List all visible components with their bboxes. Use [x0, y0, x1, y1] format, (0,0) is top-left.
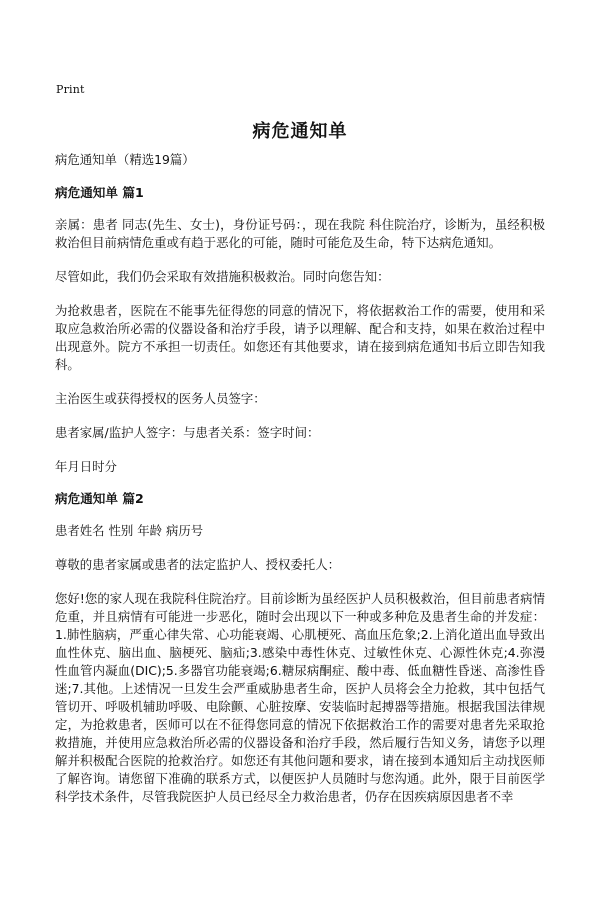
paragraph: 患者姓名 性别 年龄 病历号	[55, 523, 204, 538]
print-label[interactable]: Print	[56, 83, 85, 96]
paragraph: 亲属：患者 同志(先生、女士)，身份证号码：，现在我院 科住院治疗，诊断为，虽经积极救治但目前病情危重或有趋于恶化的可能，随时可能危及生命，特下达病危通知。	[55, 217, 545, 250]
paragraph: 患者家属/监护人签字：与患者关系：签字时间：	[55, 425, 320, 440]
paragraph: 尊敬的患者家属或患者的法定监护人、授权委托人：	[55, 557, 340, 572]
paragraph: 为抢救患者，医院在不能事先征得您的同意的情况下，将依据救治工作的需要，使用和采取应急救治所必需的仪器设备和治疗手段，请予以理解、配合和支持，如果在救治过程中出现意外。院方不承担一切责任。如您还有其他要求，请在接到病危通知书后立即告知我科。	[55, 303, 545, 372]
document-subtitle: 病危通知单（精选19篇）	[55, 152, 195, 167]
section-heading: 病危通知单 篇2	[55, 491, 144, 506]
document-body	[55, 151, 545, 822]
paragraph: 您好!您的家人现在我院科住院治疗。目前诊断为虽经医护人员积极救治，但目前患者病情危重，并且病情有可能进一步恶化，随时会出现以下一种或多种危及患者生命的并发症：1.肺性脑病，严重心律失常、心功能衰竭、心肌梗死、高血压危象;2.上消化道出血导致出血性休克、脑出血、脑梗死、脑疝;3.感染中毒性休克、过敏性休克、心源性休克;4.弥漫性血管内凝血(DIC);5.多器官功能衰竭;6.糖尿病酮症、酸中毒、低血糖性昏迷、高渗性昏迷;7.其他。上述情况一旦发生会严重威胁患者生命，医护人员将会全力抢救，其中包括气管切开、呼吸机辅助呼吸、电除颤、心脏按摩、安装临时起搏器等措施。根据我国法律规定，为抢救患者，医师可以在不征得您同意的情况下依据救治工作的需要对患者先采取抢救措施，并使用应急救治所必需的仪器设备和治疗手段，然后履行告知义务，请您予以理解并积极配合医院的抢救治疗。如您还有其他问题和要求，请在接到本通知后主动找医师了解咨询。请您留下准确的联系方式，以便医护人员随时与您沟通。此外，限于目前医学科学技术条件，尽管我院医护人员已经尽全力救治患者，仍存在因疾病原因患者不幸	[55, 591, 545, 804]
section-heading: 病危通知单 篇1	[55, 185, 144, 200]
paragraph: 年月日时分	[55, 459, 117, 474]
paragraph: 尽管如此，我们仍会采取有效措施积极救治。同时向您告知：	[55, 269, 390, 284]
paragraph: 主治医生或获得授权的医务人员签字：	[55, 391, 266, 406]
page-title: 病危通知单	[252, 121, 348, 142]
